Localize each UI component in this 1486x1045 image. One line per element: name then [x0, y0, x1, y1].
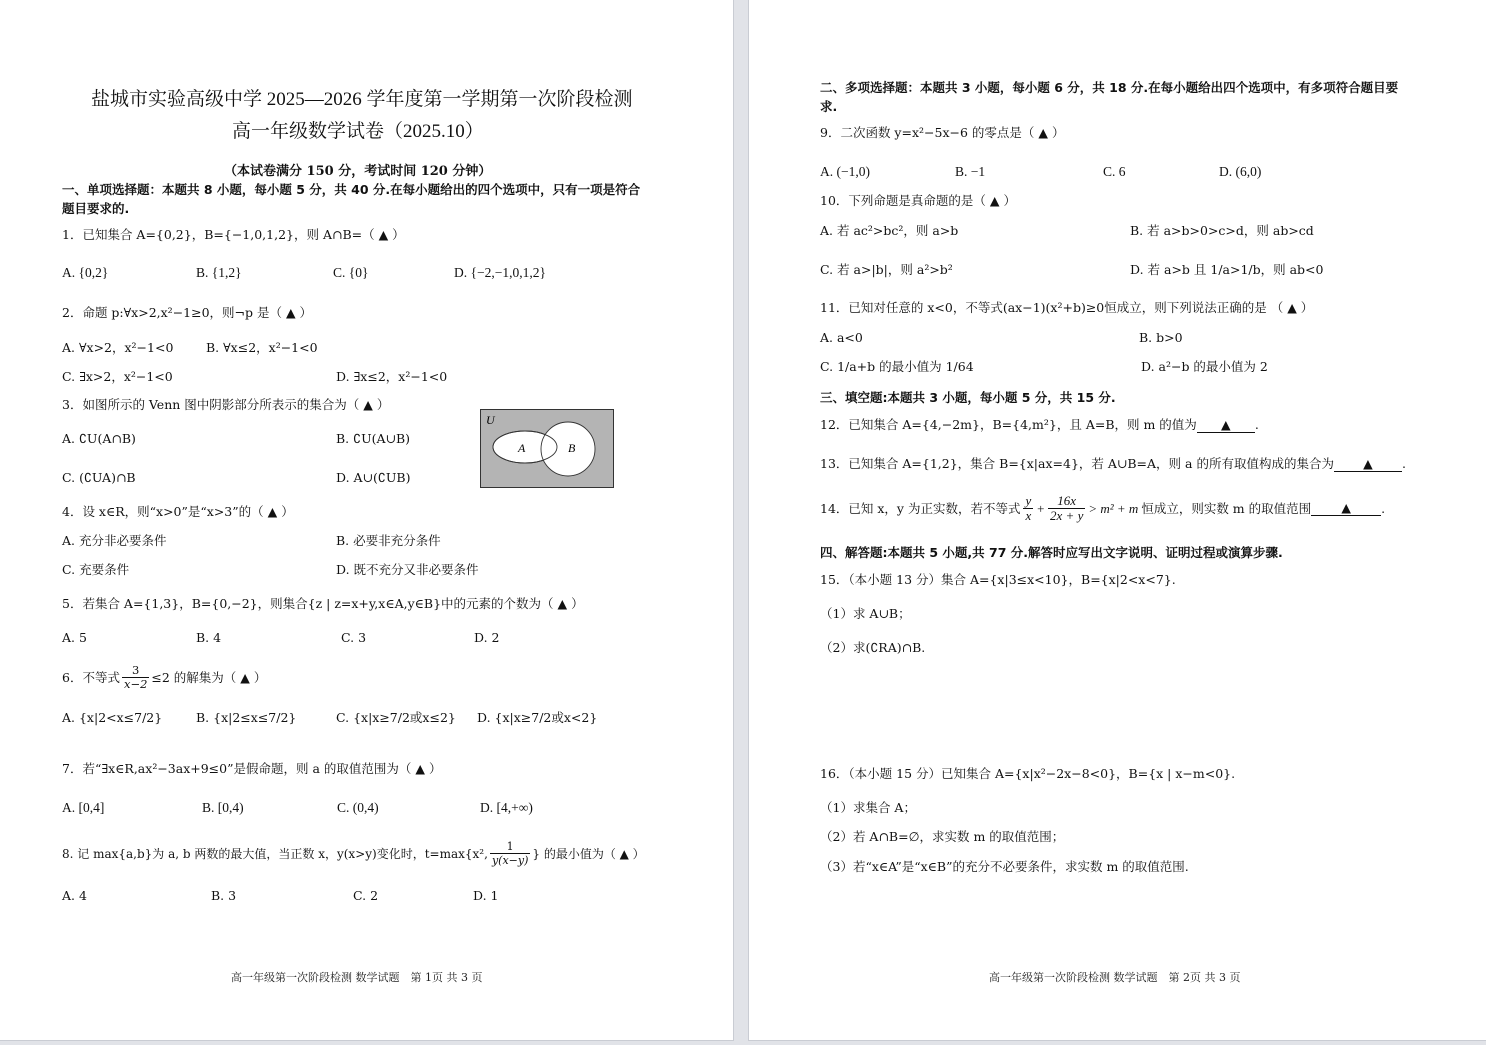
q12-answer-blank[interactable]: ▲: [1197, 418, 1255, 433]
venn-label-b: B: [568, 441, 576, 455]
question-3-stem: 3．如图所示的 Venn 图中阴影部分所表示的集合为（ ▲ ）: [62, 397, 390, 412]
q1-option-b: B. {1,2}: [196, 265, 242, 280]
q2-option-c: C. ∃x>2，x²−1<0: [62, 369, 173, 384]
q13-answer-blank[interactable]: ▲: [1334, 457, 1402, 472]
q15-part-1: （1）求 A∪B；: [820, 606, 911, 621]
section1-heading-cont: 题目要求的.: [62, 201, 130, 216]
question-15-stem: 15．（本小题 13 分）集合 A={x|3≤x<10}，B={x|2<x<7}.: [820, 572, 1176, 587]
q7-option-d: D. [4,+∞): [480, 800, 533, 815]
question-6-stem: [62, 664, 266, 691]
q10-option-c: C. 若 a>|b|，则 a²>b²: [820, 262, 953, 277]
q11-option-c: C. 1/a+b 的最小值为 1/64: [820, 359, 974, 374]
section1-heading: 一、单项选择题：本题共 8 小题，每小题 5 分，共 40 分.在每小题给出的四个选项中，只有一项是符合: [62, 182, 641, 197]
q1-option-a: A. {0,2}: [62, 265, 109, 280]
section2-heading-cont: 求.: [820, 99, 838, 114]
question-4-stem: 4．设 x∈R，则“x>0”是“x>3”的（ ▲ ）: [62, 504, 294, 519]
q16-part-1: （1）求集合 A；: [820, 800, 916, 815]
question-12: 12．已知集合 A={4,−2m}，B={4,m²}，且 A=B，则 m 的值为 ▲ .: [820, 417, 1259, 432]
q14-answer-blank[interactable]: ▲: [1311, 501, 1381, 516]
q10-option-a: A. 若 ac²>bc²，则 a>b: [820, 223, 959, 238]
q12-stem: 12．已知集合 A={4,−2m}，B={4,m²}，且 A=B，则 m 的值为: [820, 417, 1197, 432]
q8-stem-post: } 的最小值为（ ▲ ）: [532, 846, 645, 861]
q6-fraction-num: 3: [132, 663, 140, 677]
q9-option-d: D. (6,0): [1219, 164, 1262, 179]
q6-stem-post: ≤2 的解集为（ ▲ ）: [151, 669, 267, 685]
section4-heading: 四、解答题:本题共 5 小题,共 77 分.解答时应写出文字说明、证明过程或演算步骤.: [820, 545, 1283, 560]
q4-option-a: A. 充分非必要条件: [62, 533, 167, 548]
page-2-footer: 高一年级第一次阶段检测 数学试题 第 2页 共 3 页: [989, 971, 1241, 984]
exam-title-line1: 盐城市实验高级中学 2025—2026 学年度第一学期第一次阶段检测: [91, 89, 633, 110]
q15-part-2: （2）求(∁RA)∩B.: [820, 640, 926, 655]
venn-diagram: [480, 409, 614, 488]
question-1-stem: 1．已知集合 A={0,2}，B={−1,0,1,2}，则 A∩B=（ ▲ ）: [62, 227, 405, 242]
question-16-stem: 16．（本小题 15 分）已知集合 A={x|x²−2x−8<0}，B={x | x−m<0}.: [820, 766, 1236, 781]
q16-part-3: （3）若“x∈A”是“x∈B”的充分不必要条件，求实数 m 的取值范围.: [820, 859, 1189, 874]
q11-option-d: D. a²−b 的最小值为 2: [1141, 359, 1268, 374]
q2-option-b: B. ∀x≤2，x²−1<0: [206, 340, 318, 355]
q4-option-b: B. 必要非充分条件: [336, 533, 441, 548]
q8-option-a: A. 4: [62, 888, 87, 903]
q2-option-a: A. ∀x>2，x²−1<0: [62, 340, 174, 355]
question-13: 13．已知集合 A={1,2}，集合 B={x|ax=4}，若 A∪B=A，则 a 的所有取值构成的集合为 ▲ .: [820, 456, 1406, 471]
q3-option-c: C. (∁UA)∩B: [62, 470, 136, 485]
q16-part-2: （2）若 A∩B=∅，求实数 m 的取值范围；: [820, 829, 1065, 844]
q6-option-d: D. {x|x≥7/2或x<2}: [477, 710, 598, 725]
q11-option-b: B. b>0: [1139, 330, 1183, 345]
q8-fraction-num: 1: [506, 840, 514, 853]
q9-option-a: A. (−1,0): [820, 164, 870, 179]
venn-label-u: U: [486, 413, 495, 427]
q5-option-d: D. 2: [474, 630, 500, 645]
q6-option-c: C. {x|x≥7/2或x≤2}: [336, 710, 456, 725]
q8-fraction: [490, 840, 530, 867]
exam-page-2: [748, 0, 1486, 1041]
q2-option-d: D. ∃x≤2，x²−1<0: [336, 369, 448, 384]
q3-option-d: D. A∪(∁UB): [336, 470, 411, 485]
exam-title-line2: 高一年级数学试卷（2025.10）: [232, 121, 484, 142]
question-9-stem: 9．二次函数 y=x²−5x−6 的零点是（ ▲ ）: [820, 125, 1065, 140]
q10-option-b: B. 若 a>b>0>c>d，则 ab>cd: [1130, 223, 1314, 238]
q6-stem-pre: 6．不等式: [62, 669, 120, 685]
q6-option-a: A. {x|2<x≤7/2}: [62, 710, 163, 725]
q9-option-c: C. 6: [1103, 164, 1126, 179]
section3-heading: 三、填空题:本题共 3 小题，每小题 5 分，共 15 分.: [820, 390, 1116, 405]
question-5-stem: 5．若集合 A={1,3}，B={0,−2}，则集合{z | z=x+y,x∈A,y∈B}中的元素的个数为（ ▲ ）: [62, 596, 584, 611]
q3-option-b: B. ∁U(A∪B): [336, 431, 411, 446]
question-10-stem: 10．下列命题是真命题的是（ ▲ ）: [820, 193, 1016, 208]
page-1-footer: 高一年级第一次阶段检测 数学试题 第 1页 共 3 页: [231, 971, 483, 984]
q10-option-d: D. 若 a>b 且 1/a>1/b，则 ab<0: [1130, 262, 1324, 277]
q8-option-c: C. 2: [353, 888, 379, 903]
question-8-stem: [62, 840, 645, 867]
q5-option-c: C. 3: [341, 630, 367, 645]
q7-option-c: C. (0,4): [337, 800, 379, 815]
question-2-stem: 2．命题 p:∀x>2,x²−1≥0，则¬p 是（ ▲ ）: [62, 305, 313, 320]
q6-fraction: [122, 664, 149, 691]
q6-option-b: B. {x|2≤x≤7/2}: [196, 710, 297, 725]
q9-option-b: B. −1: [955, 164, 986, 179]
question-14: 14．已知 x，y 为正实数，若不等式 y x + $\frac{16x}{2x + y}$ > m² + m 恒成立，则实数 m 的取值范围 ▲ .: [820, 493, 1386, 523]
q8-stem-pre: 8. 记 max{a,b}为 a, b 两数的最大值，当正数 x，y(x>y)变化时，t=max{x²,: [62, 846, 488, 861]
section2-heading: 二、多项选择题：本题共 3 小题，每小题 6 分，共 18 分.在每小题给出四个选项中，有多项符合题目要: [820, 80, 1399, 95]
q1-option-d: D. {−2,−1,0,1,2}: [454, 265, 546, 280]
q6-fraction-den: x−2: [123, 677, 148, 691]
q4-option-c: C. 充要条件: [62, 562, 130, 577]
q8-option-b: B. 3: [211, 888, 237, 903]
q1-option-c: C. {0}: [333, 265, 369, 280]
q7-option-b: B. [0,4): [202, 800, 244, 815]
question-7-stem: 7．若“∃x∈R,ax²−3ax+9≤0”是假命题，则 a 的取值范围为（ ▲ ）: [62, 761, 442, 776]
q8-fraction-den: y(x−y): [491, 854, 529, 867]
q4-option-d: D. 既不充分又非必要条件: [336, 562, 479, 577]
q5-option-a: A. 5: [62, 630, 87, 645]
q14-stem-post: 恒成立，则实数 m 的取值范围: [1141, 500, 1312, 516]
q7-option-a: A. [0,4]: [62, 800, 105, 815]
q5-option-b: B. 4: [196, 630, 222, 645]
q3-option-a: A. ∁U(A∩B): [62, 431, 136, 446]
exam-subtitle: （本试卷满分 150 分，考试时间 120 分钟）: [224, 164, 492, 179]
q14-expression: y x + $\frac{16x}{2x + y}$ > m² + m: [1025, 493, 1139, 523]
question-11-stem: 11．已知对任意的 x<0，不等式(ax−1)(x²+b)≥0恒成立，则下列说法正确的是 （ ▲ ）: [820, 300, 1314, 315]
q8-option-d: D. 1: [473, 888, 499, 903]
exam-page-1: [0, 0, 734, 1041]
q14-stem-pre: 14．已知 x，y 为正实数，若不等式: [820, 500, 1021, 516]
q13-stem: 13．已知集合 A={1,2}，集合 B={x|ax=4}，若 A∪B=A，则 a 的所有取值构成的集合为: [820, 456, 1334, 471]
q11-option-a: A. a<0: [820, 330, 863, 345]
venn-label-a: A: [518, 441, 526, 455]
